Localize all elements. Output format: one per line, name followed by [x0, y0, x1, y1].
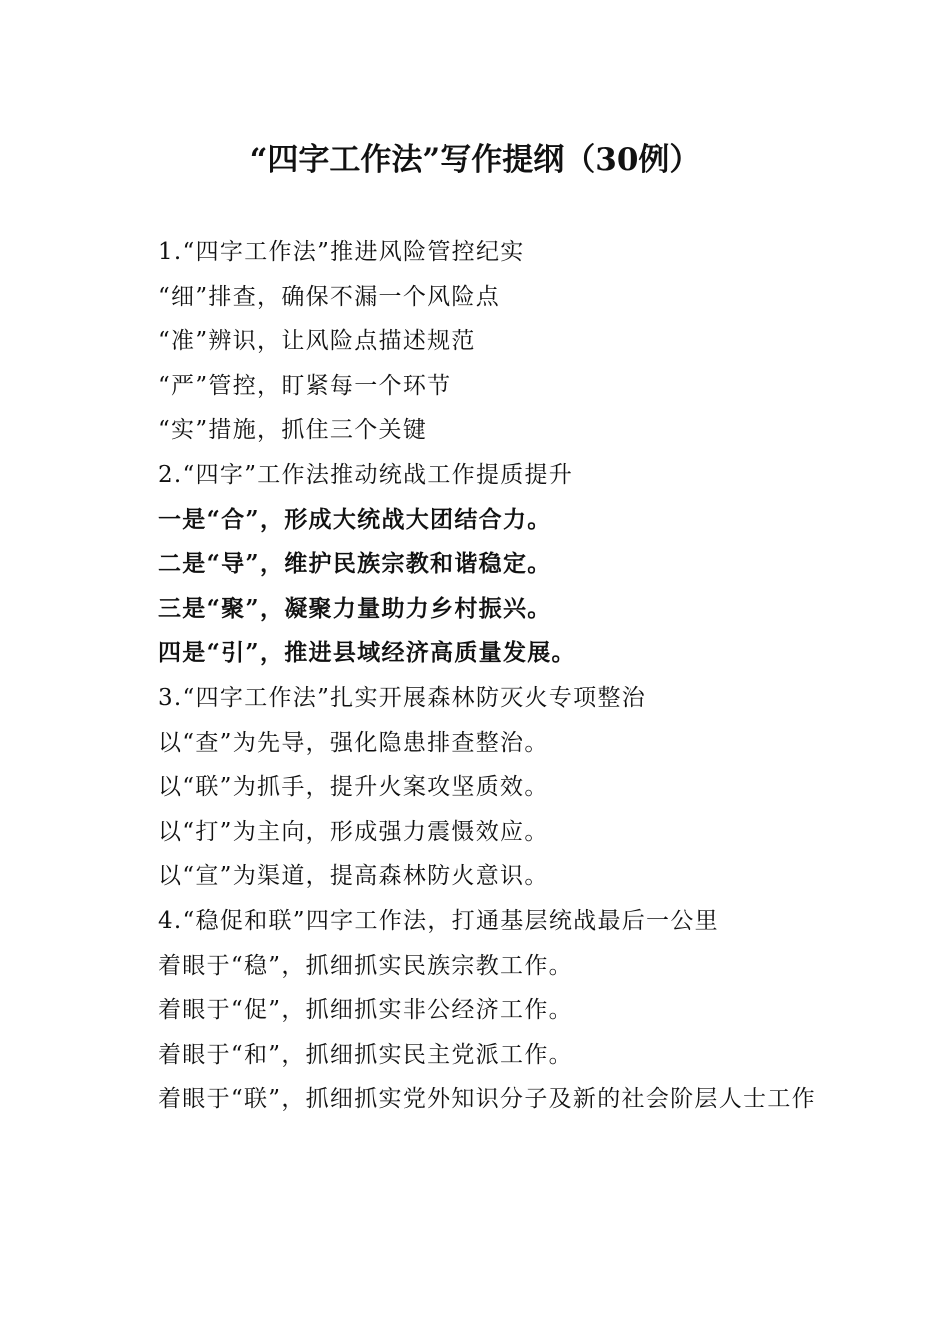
document-body — [120, 230, 830, 1122]
section-2-item-3: 三是“聚”，凝聚力量助力乡村振兴。 — [158, 594, 552, 622]
section-2-item-4: 四是“引”，推进县域经济高质量发展。 — [158, 639, 576, 667]
section-heading-4: 4.“稳促和联”四字工作法，打通基层统战最后一公里 — [158, 907, 719, 934]
section-1-item-1: “细”排查，确保不漏一个风险点 — [158, 283, 501, 310]
section-3-item-2: 以“联”为抓手，提升火案攻坚质效。 — [158, 774, 549, 801]
section-1-item-3: “严”管控，盯紧每一个环节 — [158, 372, 452, 399]
section-2-item-2: 二是“导”，维护民族宗教和谐稳定。 — [158, 550, 552, 578]
section-4-item-2: 着眼于“促”，抓细抓实非公经济工作。 — [158, 997, 573, 1024]
section-1-item-4: “实”措施，抓住三个关键 — [158, 417, 428, 444]
document-title: “四字工作法”写作提纲（30例） — [249, 142, 701, 178]
section-4-item-4: 着眼于“联”，抓细抓实党外知识分子及新的社会阶层人士工作 — [158, 1086, 816, 1113]
section-heading-3: 3.“四字工作法”扎实开展森林防灭火专项整治 — [158, 684, 647, 711]
section-3-item-1: 以“查”为先导，强化隐患排查整治。 — [158, 729, 549, 756]
section-3-item-4: 以“宣”为渠道，提高森林防火意识。 — [158, 863, 549, 890]
section-2-item-1: 一是“合”，形成大统战大团结合力。 — [158, 505, 552, 533]
section-heading-1: 1.“四字工作法”推进风险管控纪实 — [158, 239, 525, 265]
section-3-item-3: 以“打”为主向，形成强力震慑效应。 — [158, 818, 549, 845]
section-4-item-1: 着眼于“稳”，抓细抓实民族宗教工作。 — [158, 952, 573, 979]
section-1-item-2: “准”辨识，让风险点描述规范 — [158, 328, 476, 355]
section-heading-2: 2.“四字”工作法推动统战工作提质提升 — [158, 461, 574, 488]
section-4-item-3: 着眼于“和”，抓细抓实民主党派工作。 — [158, 1041, 573, 1068]
